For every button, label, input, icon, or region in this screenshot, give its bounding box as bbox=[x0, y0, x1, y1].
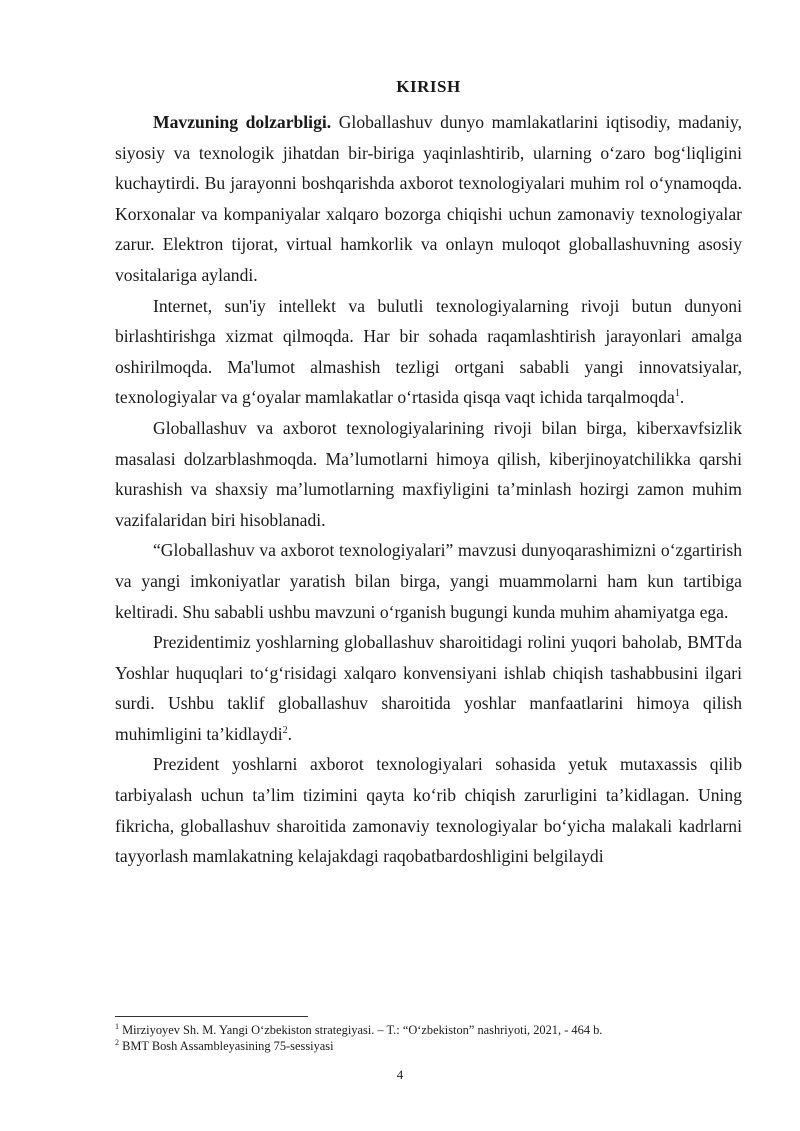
paragraph-lead-bold: Mavzuning dolzarbligi. bbox=[153, 112, 332, 132]
paragraph-cybersecurity bbox=[115, 413, 742, 535]
section-heading: KIRISH bbox=[396, 77, 461, 96]
page-number: 4 bbox=[396, 1067, 404, 1082]
paragraph-text: Globallashuv dunyo mamlakatlarini iqtisodiy, madaniy, siyosiy va texnologik jihatdan bir-biriga yaqinlashtirib, ularning oʻzaro bogʻliqligini kuchaytirdi. Bu jarayonni boshqarishda axborot texnologiyalari muhim rol oʻynamoqda. Korxonalar va kompaniyalar xalqaro bozorga chiqishi uchun zamonaviy texnologiyalar zarur. Elektron tijorat, virtual hamkorlik va onlayn muloqot globallashuvning asosiy vositalariga aylandi. bbox=[115, 112, 742, 285]
paragraph-text: Globallashuv va axborot texnologiyalarining rivoji bilan birga, kiberxavfsizlik masalasi dolzarblashmoqda. Ma’lumotlarni himoya qilish, kiberjinoyatchilikka qarshi kurashish va shaxsiy ma’lumotlarning maxfiyligini ta’minlash hozirgi zamon muhim vazifalaridan biri hisoblanadi. bbox=[115, 417, 742, 530]
footnote-marker: 2 bbox=[115, 1037, 119, 1047]
footnote-text: BMT Bosh Assambleyasining 75-sessiyasi bbox=[119, 1039, 334, 1053]
footnote-text: Mirziyoyev Sh. M. Yangi Oʻzbekiston strategiyasi. – T.: “Oʻzbekiston” nashriyoti, 2021, - 464 b. bbox=[119, 1023, 603, 1037]
paragraph-internet bbox=[115, 291, 742, 413]
footnote-marker: 1 bbox=[115, 1021, 119, 1031]
paragraph-president-youth bbox=[115, 627, 742, 749]
body-text bbox=[115, 107, 742, 872]
paragraph-text: Internet, sun'iy intellekt va bulutli texnologiyalarning rivoji butun dunyoni birlashtirishga xizmat qilmoqda. Har bir sohada raqamlashtirish jarayonlari amalga oshirilmoqda. Ma'lumot almashish tezligi ortgani sababli yangi innovatsiyalar, texnologiyalar va gʻoyalar mamlakatlar oʻrtasida qisqa vaqt ichida tarqalmoqda bbox=[115, 295, 742, 408]
paragraph-text: “Globallashuv va axborot texnologiyalari” mavzusi dunyoqarashimizni oʻzgartirish va yangi imkoniyatlar yaratish bilan birga, yangi muammolarni ham kun tartibiga keltiradi. Shu sababli ushbu mavzuni oʻrganish bugungi kunda muhim ahamiyatga ega. bbox=[115, 540, 742, 622]
footnote-divider bbox=[115, 1016, 308, 1017]
paragraph-tail: . bbox=[679, 387, 685, 408]
footnotes bbox=[115, 1022, 742, 1054]
footnote-item bbox=[115, 1038, 742, 1054]
paragraph-text: Prezidentimiz yoshlarning globallashuv sharoitidagi rolini yuqori baholab, BMTda Yoshlar huquqlari toʻgʻrisidagi xalqaro konvensiyani ishlab chiqish tashabbusini ilgari surdi. Ushbu taklif globallashuv sharoitida yoshlar manfaatlarini himoya qilish muhimligini ta’kidlaydi bbox=[115, 632, 742, 744]
paragraph-topic bbox=[115, 535, 742, 627]
footnote-ref[interactable]: 2 bbox=[282, 725, 288, 737]
paragraph-text: Prezident yoshlarni axborot texnologiyalari sohasida yetuk mutaxassis qilib tarbiyalash uchun ta’lim tizimini qayta koʻrib chiqish zarurligini ta’kidlagan. Uning fikricha, globallashuv sharoitida zamonaviy texnologiyalar boʻyicha malakali kadrlarni tayyorlash mamlakatning kelajakdagi raqobatbardoshligini belgilaydi bbox=[115, 754, 742, 867]
paragraph-tail: . bbox=[287, 723, 293, 744]
footnote-item bbox=[115, 1022, 742, 1038]
paragraph-education bbox=[115, 749, 742, 871]
footnote-ref[interactable]: 1 bbox=[674, 388, 680, 400]
paragraph-relevance bbox=[115, 107, 742, 291]
